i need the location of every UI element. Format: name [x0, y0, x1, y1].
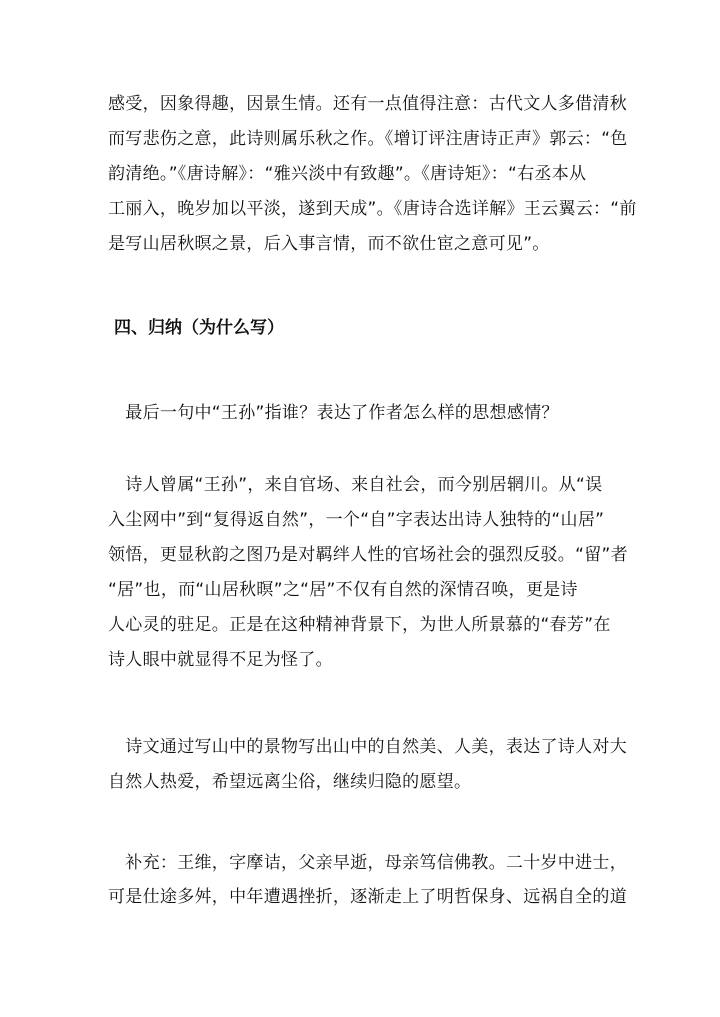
- text-line: 工丽入，晚岁加以平淡，遂到天成”。《唐诗合选详解》王云翼云：“前: [108, 199, 637, 219]
- text-line: 可是仕途多舛，中年遭遇挫折，逐渐走上了明哲保身、远祸自全的道: [108, 887, 627, 907]
- question-line: 最后一句中“王孙”指谁？表达了作者怎么样的思想感情？: [108, 403, 559, 423]
- text-line: “居”也，而“山居秋暝”之“居”不仅有自然的深情召唤，更是诗: [108, 580, 578, 600]
- text-line: 诗人眼中就显得不足为怪了。: [108, 650, 333, 670]
- text-line: 人心灵的驻足。正是在这种精神背景下，为世人所景慕的“春芳”在: [108, 615, 611, 635]
- text-line: 是写山居秋暝之景，后入事言情，而不欲仕宦之意可见”。: [108, 234, 550, 254]
- text-line: 补充：王维，字摩诘，父亲早逝，母亲笃信佛教。二十岁中进士，: [108, 853, 627, 873]
- text-line: 自然人热爱，希望远离尘俗，继续归隐的愿望。: [108, 772, 472, 792]
- text-line: 诗人曾属“王孙”，来自官场、来自社会，而今别居辋川。从“误: [108, 475, 603, 495]
- text-line: 而写悲伤之意，此诗则属乐秋之作。《增订评注唐诗正声》郭云：“色: [108, 129, 628, 149]
- section-heading: 四、归纳（为什么写）: [114, 318, 284, 338]
- text-line: 韵清绝。”《唐诗解》：“雅兴淡中有致趣”。《唐诗矩》：“右丞本从: [108, 164, 587, 184]
- text-line: 诗文通过写山中的景物写出山中的自然美、人美，表达了诗人对大: [108, 737, 627, 757]
- text-line: 感受，因象得趣，因景生情。还有一点值得注意：古代文人多借清秋: [108, 94, 627, 114]
- text-line: 入尘网中”到“复得返自然”，一个“自”字表达出诗人独特的“山居”: [108, 510, 605, 530]
- text-line: 领悟，更显秋韵之图乃是对羁绊人性的官场社会的强烈反驳。“留”者: [108, 545, 628, 565]
